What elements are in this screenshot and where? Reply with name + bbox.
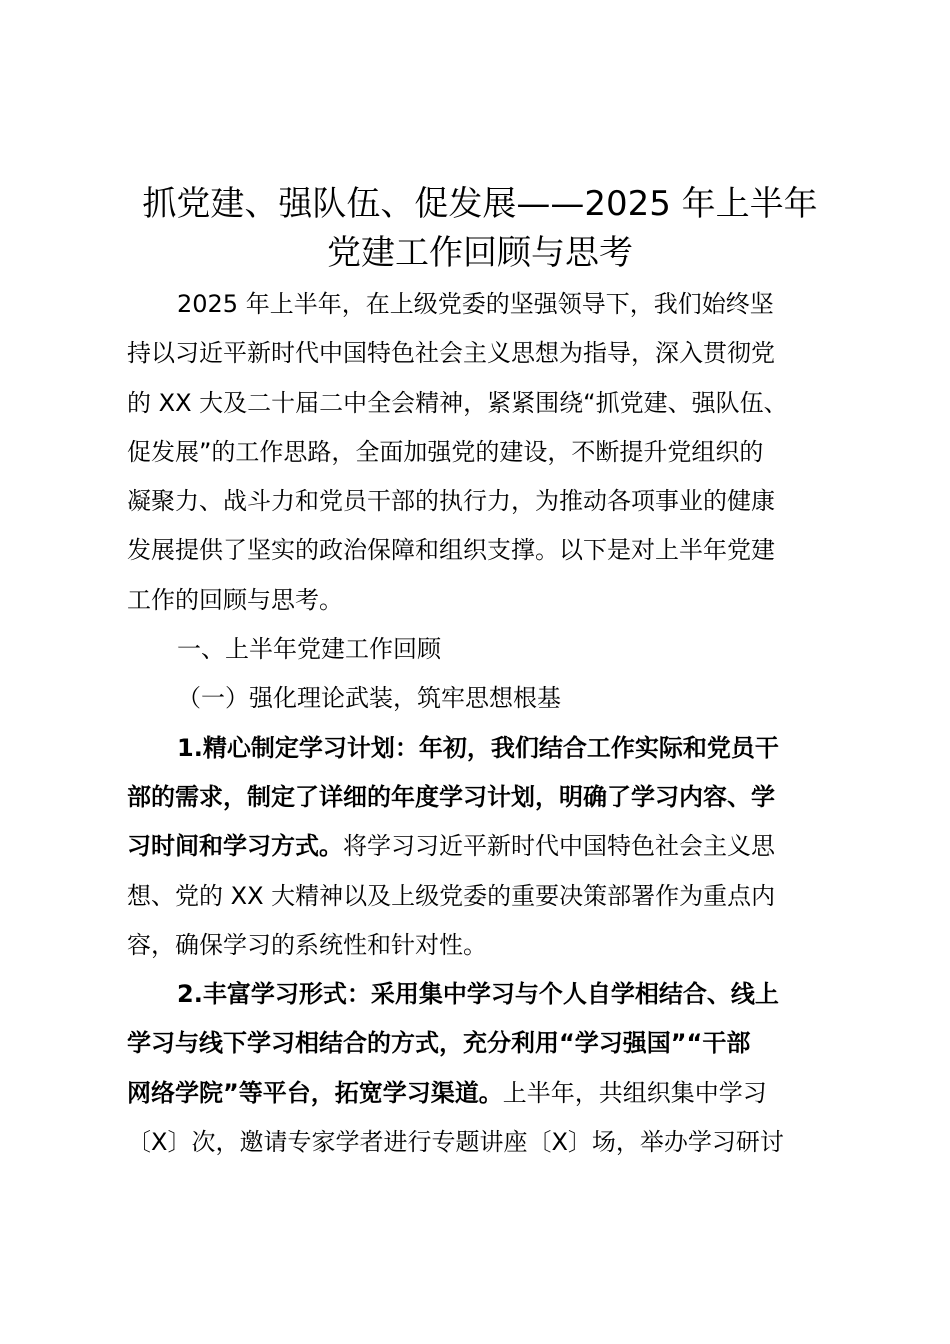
section-heading: 一、上半年党建工作回顾 [177,635,441,664]
document-title [100,180,860,278]
item-1-line: 部的需求，制定了详细的年度学习计划，明确了学习内容、学 [127,782,775,811]
item-1-line [127,822,837,871]
item-1-paragraph [127,724,837,970]
title-line-1: 抓党建、强队伍、促发展——2025 年上半年 [142,184,818,224]
intro-line: 2025 年上半年，在上级党委的坚强领导下，我们始终坚 [177,290,774,318]
item-2-paragraph [127,970,837,1167]
item-2-line: 2.丰富学习形式：采用集中学习与个人自学相结合、线上 [177,980,779,1009]
item-2-line: 〔X〕次，邀请专家学者进行专题讲座〔X〕场，举办学习研讨 [127,1128,784,1157]
item-2-text: 上半年，共组织集中学习 [502,1078,767,1107]
item-1-text: 将学习习近平新时代中国特色社会主义思 [343,832,775,861]
item-2-bold-text: 网络学院”等平台，拓宽学习渠道。 [127,1078,503,1107]
intro-line: 工作的回顾与思考。 [127,585,343,614]
item-1-bold-text: 习时间和学习方式。 [127,832,343,861]
intro-line: 持以习近平新时代中国特色社会主义思想为指导，深入贯彻党 [127,339,775,368]
intro-line: 发展提供了坚实的政治保障和组织支撑。以下是对上半年党建 [127,536,775,565]
document-body [127,280,837,1167]
intro-paragraph [127,280,837,625]
item-2-line: 学习与线下学习相结合的方式，充分利用“学习强国”“干部 [127,1029,751,1058]
intro-line: 凝聚力、战斗力和党员干部的执行力，为推动各项事业的健康 [127,487,775,516]
title-line-2: 党建工作回顾与思考 [327,233,633,273]
subsection-heading: （一）强化理论武装，筑牢思想根基 [177,684,561,713]
item-2-line [127,1069,837,1118]
item-1-line: 想、党的 XX 大精神以及上级党委的重要决策部署作为重点内 [127,881,776,910]
intro-line: 的 XX 大及二十届二中全会精神，紧紧围绕“抓党建、强队伍、 [127,388,788,417]
item-1-line: 容，确保学习的系统性和针对性。 [127,930,487,959]
item-1-line: 1.精心制定学习计划：年初，我们结合工作实际和党员干 [177,733,779,762]
intro-line: 促发展”的工作思路，全面加强党的建设，不断提升党组织的 [127,437,764,466]
